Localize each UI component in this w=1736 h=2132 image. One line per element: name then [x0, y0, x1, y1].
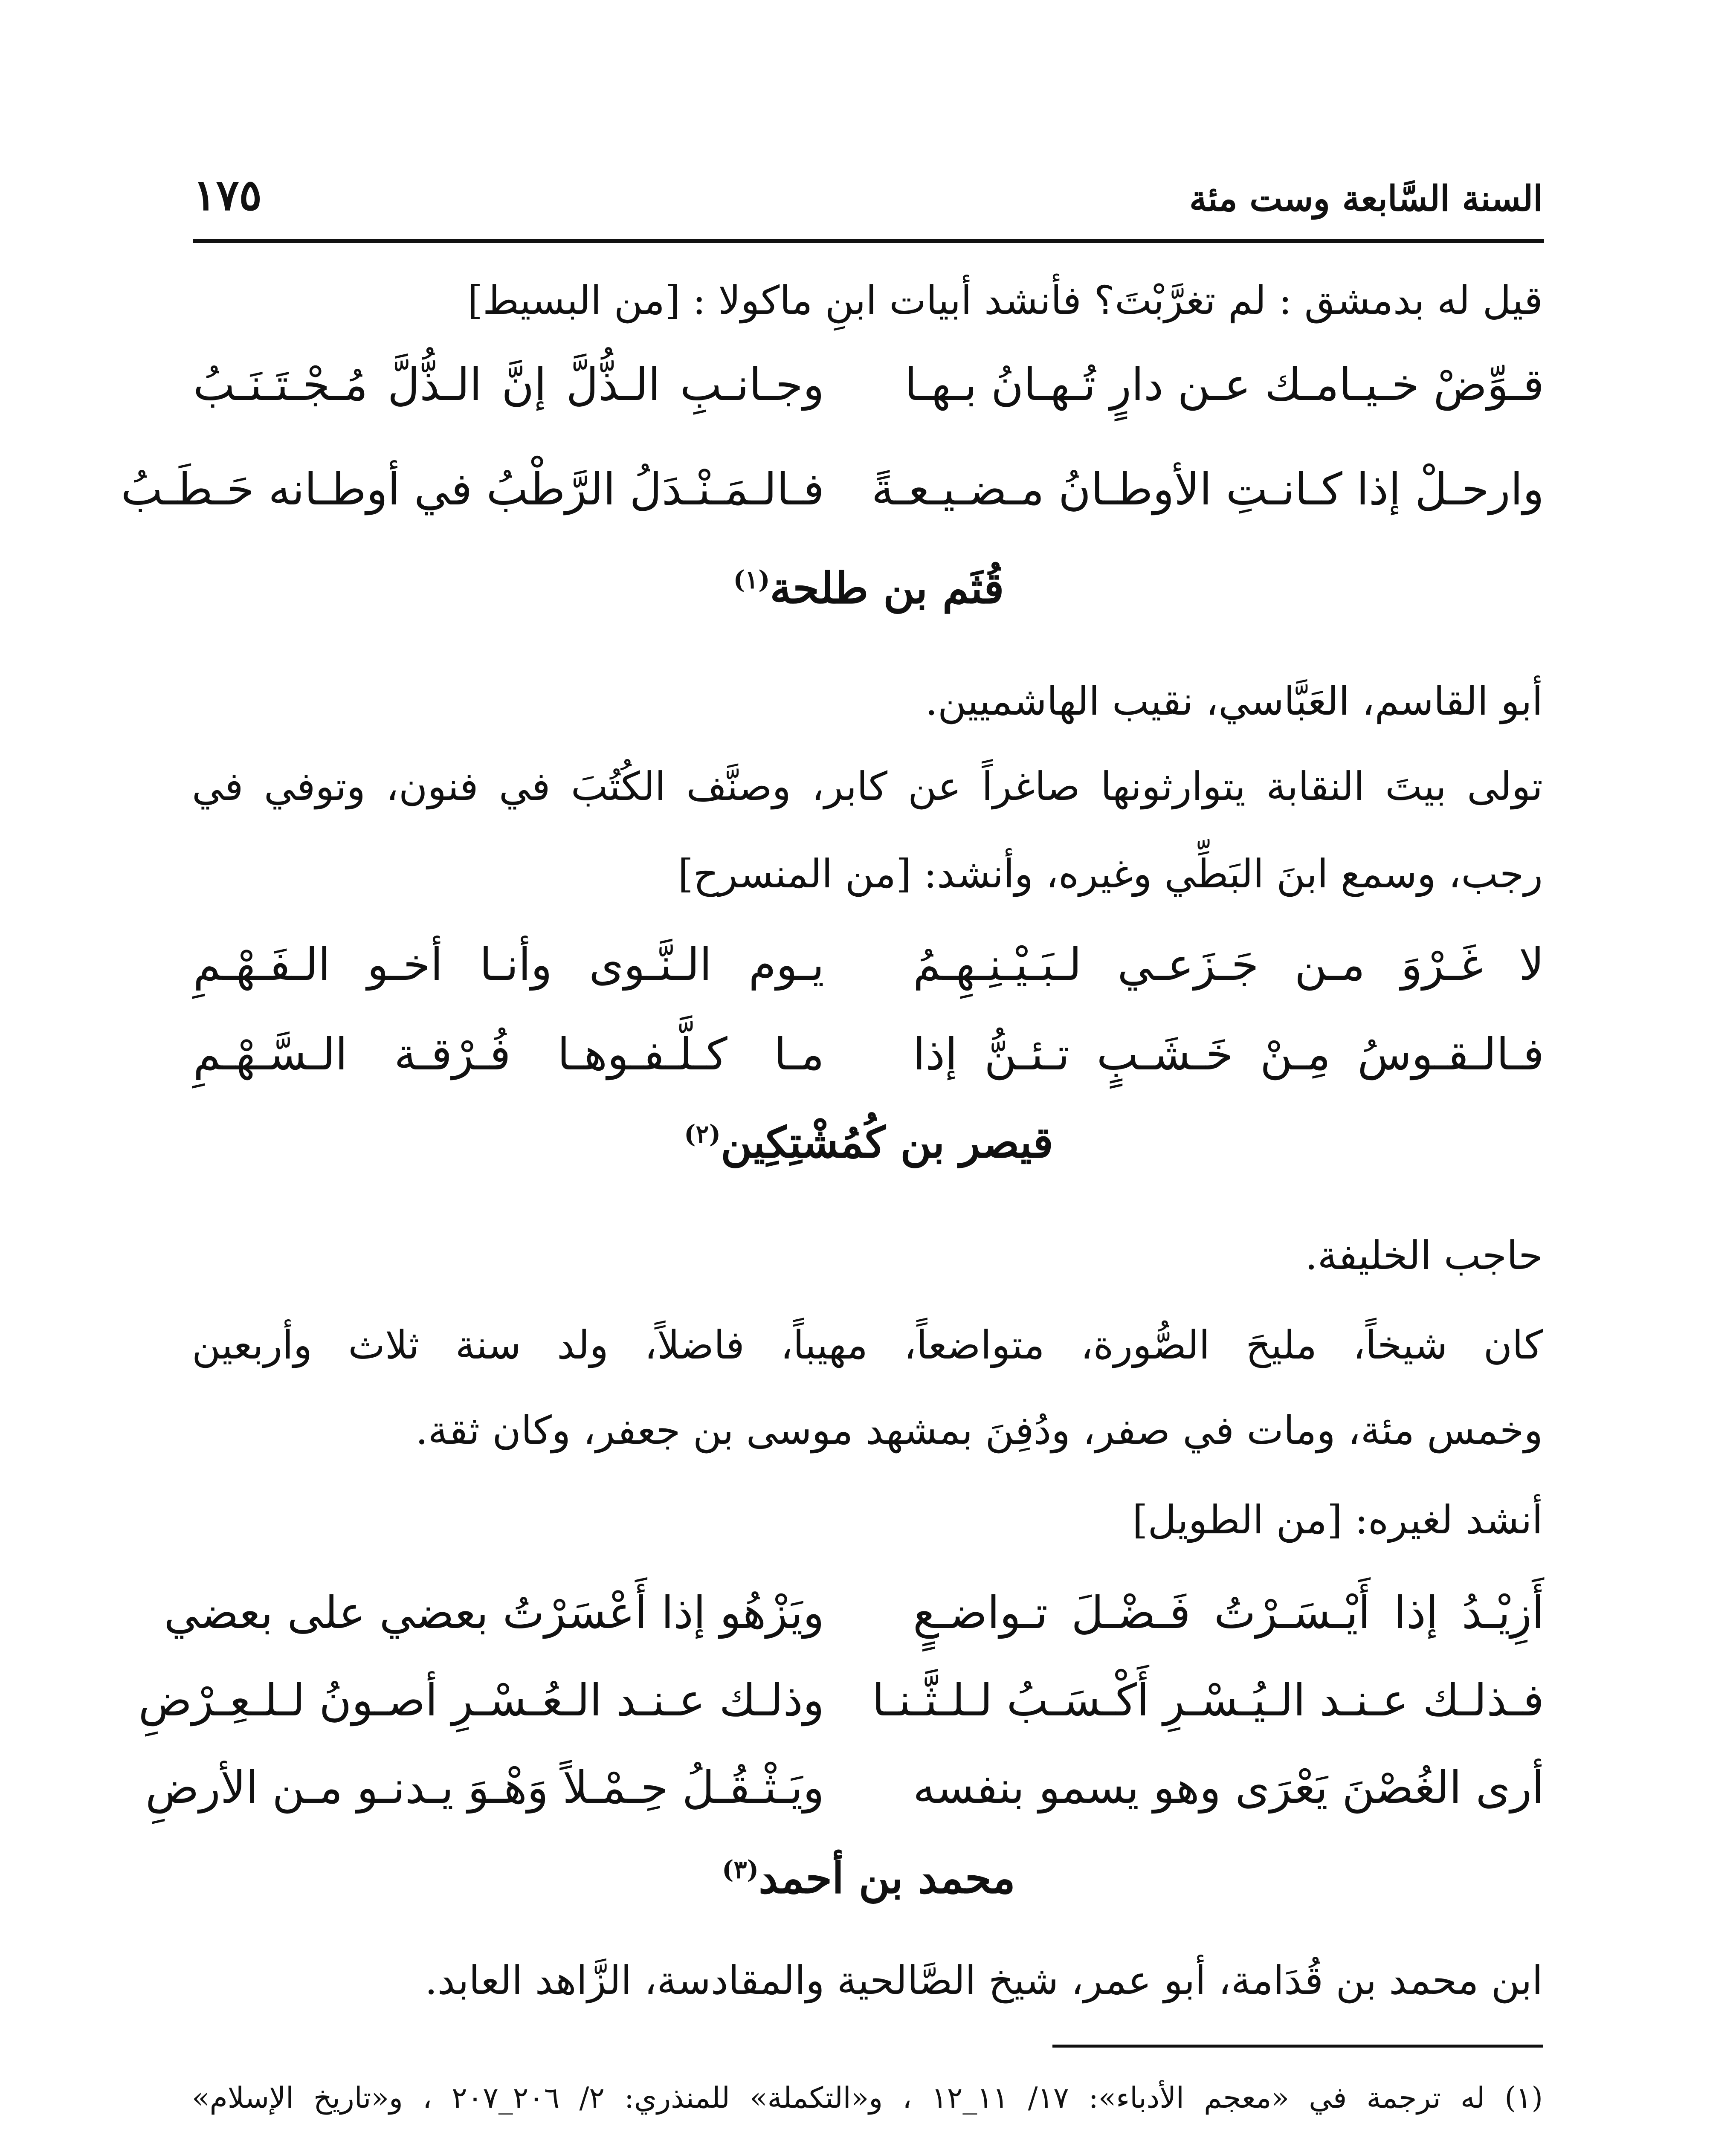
hemistich-right: أرى الغُصْنَ يَعْرَى وهو يسمو بنفسه — [913, 1761, 1544, 1813]
entry-heading-qaysar — [193, 1117, 1544, 1167]
footnote-1-line-1: (١) له ترجمة في «معجم الأدباء»: ١٧/ ١١_١٢ ، و«التكملة» للمنذري: ٢/ ٢٠٦_٢٠٧ ، و«تاريخ الإسلام» — [192, 2081, 1543, 2115]
entry3-line-1: ابن محمد بن قُدَامة، أبو عمر، شيخ الصَّالحية والمقادسة، الزَّاهد العابد. — [425, 1958, 1543, 2003]
hemistich-left: فـالـمَـنْـدَلُ الرَّطْبُ في أوطـانه حَـطَـبُ — [121, 463, 824, 515]
poem3-verse-3 — [145, 1761, 1544, 1814]
entry1-line-1: أبو القاسم، العَبَّاسي، نقيب الهاشميين. — [925, 678, 1543, 724]
poem1-verse-1 — [193, 358, 1544, 411]
poem1-verse-2 — [121, 463, 1544, 516]
hemistich-right: لا غَـرْوَ مـن جَـزَعـي لـبَـيْـنِـهِـمُ — [913, 939, 1544, 991]
hemistich-left: وجـانـبِ الـذُّلَّ إنَّ الـذُّلَّ مُـجْـتَـنَـبُ — [193, 359, 824, 411]
hemistich-left: ويَـثْـقُـلُ حِـمْـلاً وَهْـوَ يـدنـو مـن الأرضِ — [145, 1761, 824, 1813]
entry1-line-3: رجب، وسمع ابنَ البَطِّي وغيره، وأنشد: [من المنسرح] — [678, 851, 1543, 897]
entry1-line-2: تولى بيتَ النقابة يتوارثونها صاغراً عن كابر، وصنَّف الكُتُبَ في فنون، وتوفي في — [192, 764, 1543, 809]
page-number: ١٧٥ — [193, 170, 262, 220]
heading-text: قُثَم بن طلحة — [770, 563, 1004, 613]
hemistich-left: وذلـك عـنـد الـعُـسْـرِ أصـونُ لـلـعِـرْضِ — [138, 1674, 824, 1726]
hemistich-right: فـالـقـوسُ مِـنْ خَـشَـبٍ تـئـنُّ إذا — [913, 1028, 1544, 1080]
header-rule — [193, 239, 1544, 243]
poem3-verse-2 — [138, 1674, 1544, 1727]
heading-text: محمد بن أحمد — [759, 1853, 1015, 1903]
intro-line: قيل له بدمشق : لم تغرَّبْتَ؟ فأنشد أبيات ابنِ ماكولا : [من البسيط] — [467, 278, 1543, 323]
hemistich-right: فـذلـك عـنـد الـيُـسْـرِ أَكْـسَـبُ لـلـثَّـنـا — [872, 1674, 1544, 1726]
poem3-verse-1 — [164, 1586, 1544, 1640]
entry2-line-3: وخمس مئة، ومات في صفر، ودُفِنَ بمشهد موسى بن جعفر، وكان ثقة. — [415, 1408, 1543, 1453]
hemistich-left: يـوم الـنَّـوى وأنـا أخـو الـفَـهْـمِ — [193, 939, 824, 991]
hemistich-left: ويَزْهُو إذا أَعْسَرْتُ بعضي على بعضي — [164, 1587, 824, 1639]
entry-heading-muhammad — [193, 1853, 1544, 1903]
poem2-verse-1 — [193, 938, 1544, 991]
entry2-line-2: كان شيخاً، مليحَ الصُّورة، متواضعاً، مهيباً، فاضلاً، ولد سنة ثلاث وأربعين — [192, 1322, 1543, 1368]
heading-text: قيصر بن كُمُشْتِكِين — [721, 1117, 1053, 1167]
footnote-ref: (١) — [733, 565, 770, 594]
entry-heading-qutham — [193, 563, 1544, 613]
hemistich-right: وارحـلْ إذا كـانـتِ الأوطـانُ مـضـيـعـةً — [871, 463, 1544, 515]
entry2-line-4: أنشد لغيره: [من الطويل] — [1132, 1497, 1543, 1543]
hemistich-right: أَزِيْـدُ إذا أَيْـسَـرْتُ فَـضْـلَ تـواضـعٍ — [913, 1587, 1544, 1639]
entry2-line-1: حاجب الخليفة. — [1305, 1233, 1543, 1278]
footnote-ref: (٣) — [722, 1855, 759, 1884]
running-header-title: السنة السَّابعة وست مئة — [1189, 178, 1543, 219]
hemistich-right: قـوِّضْ خـيـامـك عـن دارٍ تُـهـانُ بـهـا — [904, 359, 1544, 411]
poem2-verse-2 — [193, 1028, 1544, 1081]
hemistich-left: مـا كـلَّـفـوهـا فُـرْقـة الـسَّـهْـمِ — [193, 1028, 824, 1080]
footnote-ref: (٢) — [684, 1119, 721, 1149]
footnote-rule — [1052, 2045, 1543, 2048]
